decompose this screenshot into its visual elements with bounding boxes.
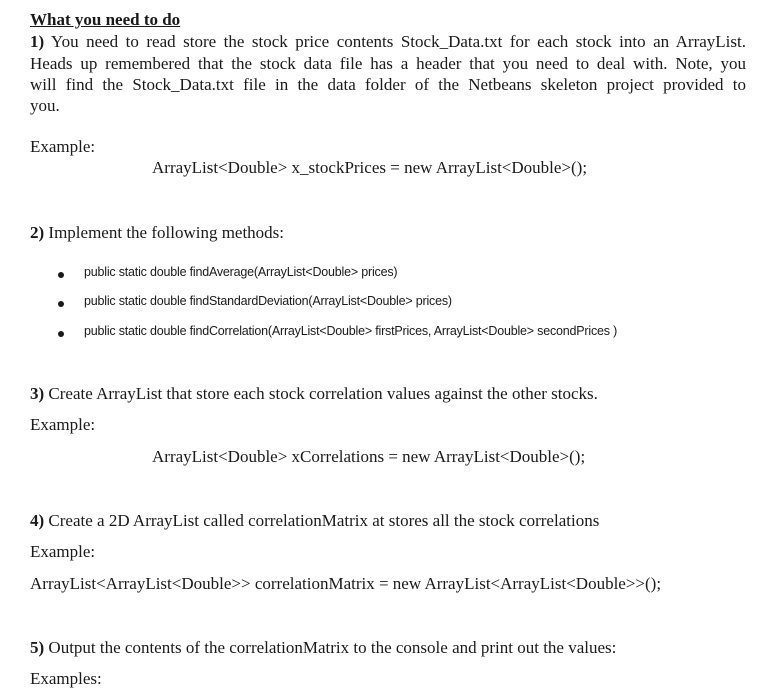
s1-line-1	[30, 32, 746, 52]
s4-code-example: ArrayList<ArrayList<Double>> correlationMatrix = new ArrayList<ArrayList<Double>>();	[30, 574, 662, 593]
s5-number: 5)	[30, 638, 45, 657]
bullet-icon	[58, 331, 64, 337]
s1-code-example: ArrayList<Double> x_stockPrices = new ArrayList<Double>();	[152, 158, 588, 177]
s5-line	[30, 638, 616, 658]
s3-line	[30, 384, 598, 404]
s4-text: Create a 2D ArrayList called correlationMatrix at stores all the stock correlations	[48, 511, 600, 530]
s1-line-1-text: You need to read store the stock price contents Stock_Data.txt for each stock into an ArrayList.	[51, 32, 746, 51]
s1-number: 1)	[30, 32, 45, 51]
s2-line	[30, 223, 284, 243]
s1-line-4: you.	[30, 96, 60, 115]
s5-example-label: Examples:	[30, 669, 102, 688]
method-signature: public static double findStandardDeviation(ArrayList<Double> prices)	[84, 294, 452, 308]
s1-line-3: will find the Stock_Data.txt file in the data folder of the Netbeans skeleton project provided to	[30, 75, 746, 94]
s4-line	[30, 511, 599, 531]
s3-code-example: ArrayList<Double> xCorrelations = new ArrayList<Double>();	[152, 447, 586, 466]
s2-text: Implement the following methods:	[48, 223, 285, 242]
method-signature: public static double findAverage(ArrayList<Double> prices)	[84, 265, 398, 279]
s3-number: 3)	[30, 384, 45, 403]
bullet-icon	[58, 272, 64, 278]
s5-text: Output the contents of the correlationMatrix to the console and print out the values:	[48, 638, 617, 657]
s3-example-label: Example:	[30, 415, 96, 434]
section-heading: What you need to do	[30, 10, 181, 29]
s4-example-label: Example:	[30, 542, 96, 561]
s4-number: 4)	[30, 511, 45, 530]
s1-example-label: Example:	[30, 137, 96, 156]
method-signature: public static double findCorrelation(ArrayList<Double> firstPrices, ArrayList<Double> secondPrices )	[84, 324, 618, 338]
s2-number: 2)	[30, 223, 45, 242]
s1-line-2: Heads up remembered that the stock data file has a header that you need to deal with. Note, you	[30, 54, 746, 73]
bullet-icon	[58, 301, 64, 307]
s3-text: Create ArrayList that store each stock correlation values against the other stocks.	[48, 384, 598, 403]
